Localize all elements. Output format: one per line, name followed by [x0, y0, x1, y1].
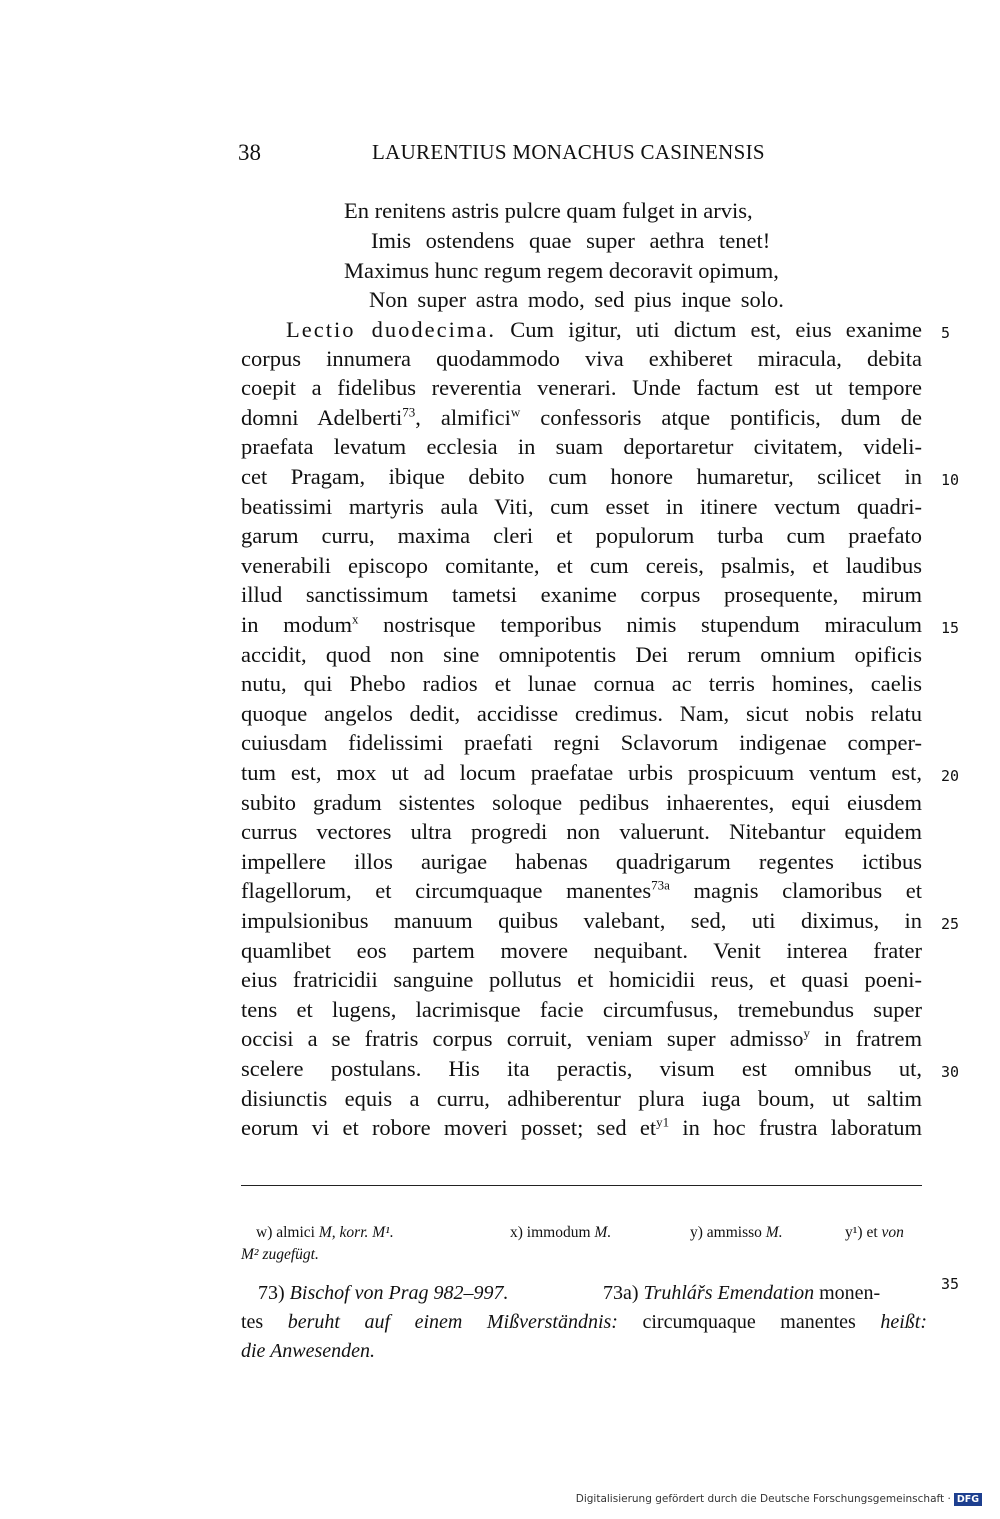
body-line: quoque angelos dedit, accidisse credimus. Nam, sicut nobis relatu	[241, 701, 922, 726]
apparatus-entry-y	[690, 1224, 783, 1242]
margin-line-number: 5	[941, 324, 951, 342]
body-line: currus vectores ultra progredi non valuerunt. Nitebantur equidem	[241, 819, 922, 844]
note-text: tes	[241, 1311, 264, 1333]
note-73	[258, 1282, 509, 1305]
running-title: LAURENTIUS MONACHUS CASINENSIS	[372, 140, 765, 164]
body-text: in hoc frustra laboratum	[669, 1115, 923, 1140]
body-line	[241, 405, 922, 431]
body-line: garum curru, maxima cleri et populorum turba cum praefato	[241, 523, 922, 548]
body-line: tum est, mox ut ad locum praefatae urbis prospicuum ventum est,	[241, 760, 922, 785]
lectio-label: Lectio duodecima.	[286, 317, 497, 342]
body-line: quamlibet eos partem movere nequibant. Venit interea frater	[241, 938, 922, 963]
body-line: eius fratricidii sanguine pollutus et homicidii reus, et quasi poeni-	[241, 967, 922, 992]
body-line	[241, 1026, 922, 1052]
apparatus-text: immodum	[526, 1224, 591, 1241]
apparatus-mark: y)	[690, 1224, 703, 1241]
apparatus-siglum: M.	[765, 1224, 783, 1241]
footnote-rule	[241, 1185, 922, 1186]
apparatus-mark: y¹)	[845, 1224, 863, 1241]
verse-line: Imis ostendens quae super aethra tenet!	[371, 228, 771, 253]
apparatus-entry-y1	[845, 1224, 904, 1242]
body-text: nostrisque temporibus nimis stupendum miraculum	[358, 612, 922, 637]
apparatus-siglum: M.	[594, 1224, 612, 1241]
body-line: venerabili episcopo comitante, et cum cereis, psalmis, et laudibus	[241, 553, 922, 578]
margin-line-number: 20	[941, 767, 960, 785]
body-line: cuiusdam fidelissimi praefati regni Sclavorum indigenae comper-	[241, 730, 922, 755]
margin-line-number: 25	[941, 915, 960, 933]
body-line: praefata levatum ecclesia in suam deportaretur civitatem, videli-	[241, 434, 922, 459]
apparatus-siglum: M¹.	[372, 1224, 394, 1241]
body-text: eorum vi et robore moveri posset; sed et	[241, 1115, 657, 1140]
note-text: heißt:	[880, 1311, 928, 1333]
apparatus-siglum: M²	[241, 1246, 259, 1263]
body-line: impulsionibus manuum quibus valebant, sed, uti diximus, in	[241, 908, 922, 933]
verse-line: Maximus hunc regum regem decoravit opimum,	[344, 258, 779, 283]
note-73a	[603, 1282, 880, 1305]
note-text: die Anwesenden.	[241, 1340, 376, 1362]
body-line: tens et lugens, lacrimisque facie circumfusus, tremebundus super	[241, 997, 922, 1022]
verse-line: Non super astra modo, sed pius inque solo.	[369, 287, 784, 312]
body-line: illud sanctissimum tametsi exanime corpus prosequente, mirum	[241, 582, 922, 607]
body-text: Cum igitur, uti dictum est, eius exanime	[510, 317, 923, 342]
body-line: corpus innumera quodammodo viva exhiberet miracula, debita	[241, 346, 922, 371]
body-text: flagellorum, et circumquaque manentes	[241, 878, 652, 903]
apparatus-entry-x	[510, 1224, 611, 1242]
digitization-credit	[576, 1493, 982, 1506]
body-line	[241, 612, 922, 638]
apparatus-ref: x	[351, 611, 359, 627]
apparatus-ref: y1	[656, 1114, 670, 1130]
footnote-ref: 73a	[651, 877, 670, 893]
body-text: in fratrem	[809, 1026, 922, 1051]
apparatus-ref: w	[510, 404, 521, 420]
body-line: disiunctis equis a curru, adhiberentur plura iuga boum, ut saltim	[241, 1086, 922, 1111]
apparatus-mark: w)	[256, 1224, 273, 1241]
apparatus-text: von	[881, 1224, 904, 1241]
body-text: confessoris atque pontificis, dum de	[520, 405, 922, 430]
apparatus-text: ammisso	[706, 1224, 762, 1241]
body-text: , almifici	[415, 405, 511, 430]
verse-line: En renitens astris pulcre quam fulget in arvis,	[344, 198, 753, 223]
body-line: coepit a fidelibus reverentia venerari. Unde factum est ut tempore	[241, 375, 922, 400]
apparatus-mark: x)	[510, 1224, 523, 1241]
body-line: accidit, quod non sine omnipotentis Dei rerum omnium opificis	[241, 642, 922, 667]
margin-line-number: 15	[941, 619, 960, 637]
note-text: monen-	[819, 1282, 881, 1304]
body-line: cet Pragam, ibique debito cum honore humaretur, scilicet in	[241, 464, 922, 489]
body-line: nutu, qui Phebo radios et lunae cornua ac terris homines, caelis	[241, 671, 922, 696]
note-text: circumquaque manentes	[642, 1311, 856, 1333]
body-text: occisi a se fratris corpus corruit, veniam super admisso	[241, 1026, 804, 1051]
body-line	[241, 878, 922, 904]
apparatus-text: korr.	[339, 1224, 369, 1241]
body-line: impellere illos aurigae habenas quadrigarum regentes ictibus	[241, 849, 922, 874]
note-text: beruht auf einem Mißverständnis:	[287, 1311, 618, 1333]
body-line: subito gradum sistentes soloque pedibus inhaerentes, equi eiusdem	[241, 790, 922, 815]
note-text: Truhlářs Emendation	[643, 1282, 815, 1304]
note-73a-cont	[241, 1340, 375, 1363]
apparatus-text: almici	[276, 1224, 315, 1241]
footnote-ref: 73	[402, 404, 416, 420]
body-line: beatissimi martyris aula Viti, cum esset in itinere vectum quadri-	[241, 494, 922, 519]
apparatus-text: zugefügt.	[262, 1246, 319, 1263]
body-text: in modum	[241, 612, 352, 637]
credit-text: Digitalisierung gefördert durch die Deutsche Forschungsgemeinschaft ·	[575, 1493, 951, 1505]
apparatus-ref: y	[803, 1025, 810, 1041]
body-line	[241, 1115, 922, 1141]
page-number: 38	[238, 140, 261, 165]
note-mark: 73)	[258, 1282, 285, 1304]
dfg-logo: DFG	[954, 1493, 982, 1506]
margin-line-number: 30	[941, 1063, 960, 1081]
apparatus-text: et	[866, 1224, 878, 1241]
body-text: magnis clamoribus et	[669, 878, 922, 903]
body-line: scelere postulans. His ita peractis, visum est omnibus ut,	[241, 1056, 922, 1081]
apparatus-entry-y1-cont	[241, 1246, 319, 1264]
margin-line-number: 10	[941, 471, 960, 489]
body-text: domni Adelberti	[241, 405, 403, 430]
body-line	[286, 317, 922, 343]
apparatus-entry-w	[256, 1224, 394, 1242]
margin-line-number: 35	[941, 1275, 960, 1293]
note-mark: 73a)	[603, 1282, 639, 1304]
note-text: Bischof von Prag 982–997.	[289, 1282, 509, 1304]
note-73a-cont	[241, 1311, 927, 1334]
apparatus-siglum: M,	[318, 1224, 336, 1241]
